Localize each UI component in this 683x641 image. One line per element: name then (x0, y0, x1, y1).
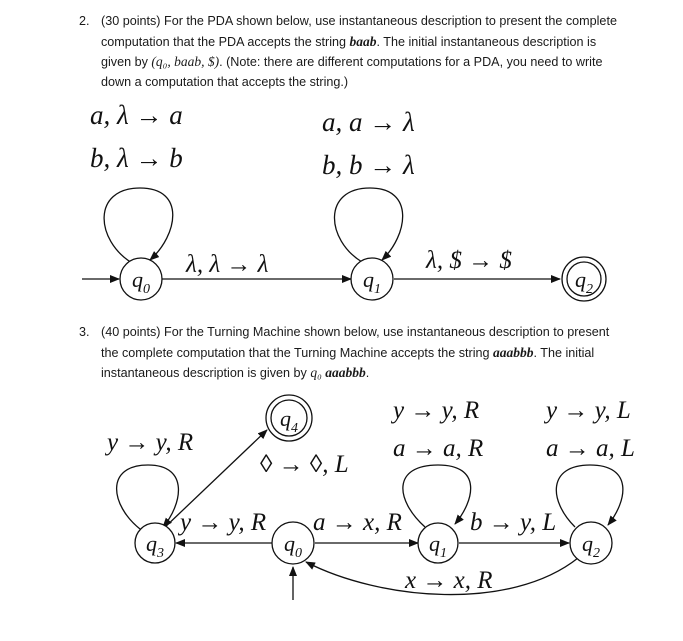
tm-diagram (104, 395, 635, 600)
tm-loop-q3 (117, 465, 179, 529)
tm-state-q1-label: $q_1$ (429, 531, 447, 561)
question-number: 3. (79, 325, 90, 339)
pda-state-q1-label: $q_1$ (363, 267, 381, 297)
initial-state: q₀ (310, 365, 322, 380)
pda-loop-q0-label-1: a, λ → a (90, 100, 183, 130)
tm-state-q4-label: $q_4$ (280, 406, 298, 436)
question-number: 2. (79, 14, 90, 28)
tm-edge-q3-q4-label: ◊ → ◊, L (260, 451, 349, 478)
tm-loop-q2-label-1: y → y, L (546, 397, 631, 424)
pda-loop-q1-label-1: a, a → λ (322, 107, 415, 137)
tm-loop-q1-label-2: a → a, R (393, 435, 484, 462)
pda-loop-q1-label-2: b, b → λ (322, 150, 415, 180)
tm-loop-q2-label-2: a → a, L (546, 435, 635, 462)
tm-loop-q1-label-1: y → y, R (393, 397, 480, 424)
tm-loop-q1 (403, 465, 471, 527)
tm-edge-q2-q0-label: x → x, R (405, 567, 493, 594)
pda-loop-q1 (334, 188, 402, 262)
tm-state-q2-label: $q_2$ (582, 531, 600, 561)
initial-id: (q₀, baab, $) (151, 54, 220, 69)
tm-state-q0-label: $q_0$ (284, 531, 302, 561)
pda-loop-q0-label-2: b, λ → b (90, 143, 183, 173)
pda-state-q2-label: $q_2$ (575, 267, 593, 297)
question-text: (40 points) For the Turning Machine shown below, use instantaneous description to present the complete computation that the Turning Machine accepts the string aaabbb. The initial instantaneous description is given by q₀ aaabbb. (101, 325, 610, 380)
tm-state-q3-label: $q_3$ (146, 531, 164, 561)
input-string: baab (349, 33, 377, 49)
initial-string: aaabbb (325, 365, 366, 380)
pda-loop-q0 (104, 188, 173, 263)
tm-edge-q0-q3-label: y → y, R (180, 509, 267, 536)
tm-loop-q3-label: y → y, R (107, 429, 194, 456)
pda-edge-q1-q2-label: λ, $ → $ (426, 247, 512, 274)
tm-edge-q0-q1-label: a → x, R (313, 509, 402, 536)
question-text: (30 points) For the PDA shown below, use instantaneous description to present the complete computation that the PDA accepts the string baab. The initial instantaneous description is given by (q₀, baab, $). (Note: there are different computations for a PDA, you need to write down a computation that accepts the string.) (101, 14, 617, 89)
tm-edge-q1-q2-label: b → y, L (470, 509, 557, 536)
input-string: aaabbb (493, 344, 534, 360)
pda-edge-q0-q1-label: λ, λ → λ (186, 251, 269, 278)
pda-state-q0-label: $q_0$ (132, 267, 150, 297)
pda-diagram (82, 100, 606, 301)
tm-loop-q2 (556, 465, 623, 527)
